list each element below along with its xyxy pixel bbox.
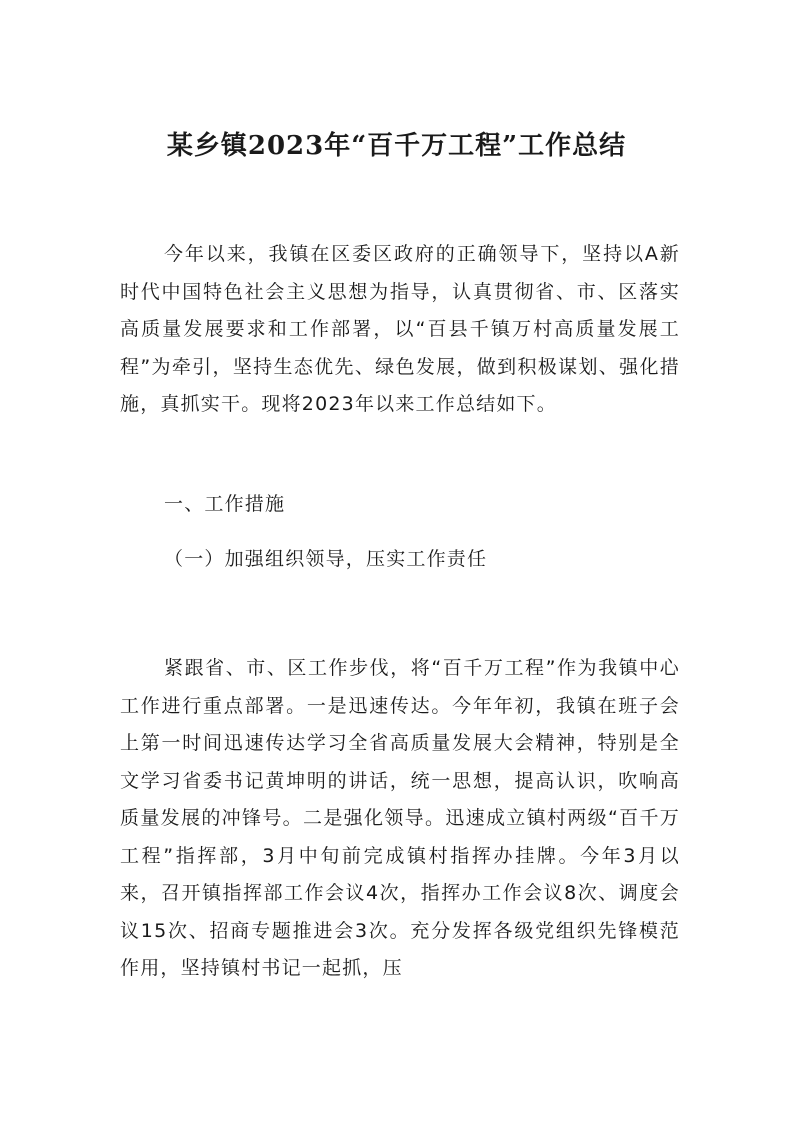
section-heading: 一、工作措施: [164, 493, 286, 515]
body-paragraph: 紧跟省、市、区工作步伐，将“百千万工程”作为我镇中心工作进行重点部署。一是迅速传达。今年年初，我镇在班子会上第一时间迅速传达学习全省高质量发展大会精神，特别是全文学习省委书记黄坤明的讲话，统一思想，提高认识，吹响高质量发展的冲锋号。二是强化领导。迅速成立镇村两级“百千万工程”指挥部，3月中旬前完成镇村指挥办挂牌。今年3月以来，召开镇指挥部工作会议4次，指挥办工作会议8次、调度会议15次、招商专题推进会3次。充分发挥各级党组织先锋模范作用，坚持镇村书记一起抓，压: [120, 657, 680, 979]
subsection-heading: （一）加强组织领导，压实工作责任: [164, 548, 488, 570]
document-title: 某乡镇2023年“百千万工程”工作总结: [166, 131, 627, 161]
intro-paragraph: 今年以来，我镇在区委区政府的正确领导下，坚持以A新时代中国特色社会主义思想为指导，认真贯彻省、市、区落实高质量发展要求和工作部署，以“百县千镇万村高质量发展工程”为牵引，坚持生态优先、绿色发展，做到积极谋划、强化措施，真抓实干。现将2023年以来工作总结如下。: [120, 243, 680, 415]
